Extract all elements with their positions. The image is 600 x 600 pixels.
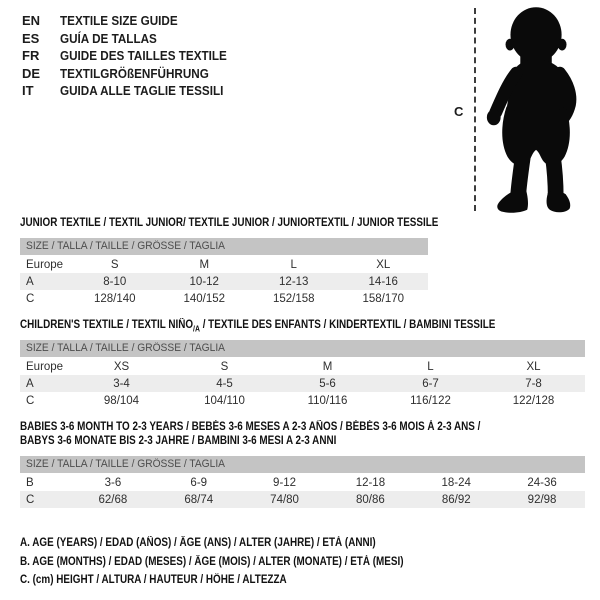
- junior-size-table: [20, 256, 428, 307]
- table-cell: 3-6: [104, 476, 122, 489]
- language-code: FR: [22, 48, 40, 64]
- table-row: [20, 474, 585, 491]
- language-label: TEXTILE SIZE GUIDE: [60, 13, 178, 28]
- row-label-cell: C: [26, 292, 35, 305]
- table-cell: S: [220, 360, 229, 373]
- table-cell: 74/80: [270, 493, 299, 506]
- children-size-table: [20, 358, 585, 409]
- row-label-cell: Europe: [26, 360, 64, 373]
- table-cell: S: [110, 258, 119, 271]
- language-code: IT: [22, 83, 34, 99]
- language-code: ES: [22, 30, 40, 46]
- table-cell: 80/86: [356, 493, 385, 506]
- table-row: [20, 491, 585, 508]
- language-row: [22, 12, 245, 30]
- table-cell: M: [199, 258, 210, 271]
- table-row: [20, 375, 585, 392]
- table-cell: 18-24: [441, 476, 471, 489]
- section-title-line2: BABYS 3-6 MONATE BIS 2-3 JAHRE / BAMBINI 3-6 MESI A 2-3 ANNI: [20, 435, 337, 447]
- language-list: [22, 12, 245, 100]
- table-cell: 3-4: [113, 377, 130, 390]
- table-cell: 158/170: [362, 292, 405, 305]
- table-cell: 116/122: [410, 394, 451, 407]
- note-age-years: A. AGE (YEARS) / EDAD (AÑOS) / ÂGE (ANS) / ALTER (JAHRE) / ETÀ (ANNI): [20, 537, 376, 549]
- row-label-cell: C: [26, 394, 35, 407]
- table-cell: 10-12: [189, 275, 219, 288]
- section-title: CHILDREN'S TEXTILE / TEXTIL $NIÑO_{/A}$ / TEXTILE DES ENFANTS / KINDERTEXTIL / BAMBINI TESSILE: [20, 319, 496, 334]
- language-row: [22, 65, 245, 83]
- table-cell: 8-10: [103, 275, 127, 288]
- table-cell: 6-7: [422, 377, 439, 390]
- language-code: EN: [22, 13, 41, 28]
- row-label-cell: A: [26, 275, 34, 288]
- table-row: [20, 256, 428, 273]
- table-cell: 110/116: [307, 394, 348, 407]
- table-cell: 62/68: [98, 493, 128, 506]
- language-row: [22, 82, 245, 100]
- table-cell: 6-9: [190, 476, 208, 489]
- language-row: [22, 47, 245, 65]
- table-cell: 5-6: [319, 377, 336, 390]
- language-label: GUÍA DE TALLAS: [60, 30, 157, 46]
- table-cell: 68/74: [184, 493, 214, 506]
- table-cell: 14-16: [368, 275, 398, 288]
- height-dashed-line: [474, 8, 476, 211]
- size-header-bar: SIZE / TALLA / TAILLE / GRÖSSE / TAGLIA: [20, 456, 585, 473]
- section-title: BABIES 3-6 MONTH TO 2-3 YEARS / BEBÉS 3-6 MESES A 2-3 AÑOS / BÉBÉS 3-6 MOIS À 2-3 ANS /: [20, 421, 481, 433]
- table-cell: L: [290, 258, 297, 271]
- table-row: [20, 392, 585, 409]
- table-cell: XL: [376, 258, 391, 271]
- row-label-cell: B: [26, 476, 34, 489]
- size-header-bar: SIZE / TALLA / TAILLE / GRÖSSE / TAGLIA: [20, 340, 585, 357]
- row-label-cell: A: [26, 377, 34, 390]
- title-subscript: /A: [193, 324, 200, 334]
- table-cell: 140/152: [183, 292, 226, 305]
- junior-textile-section: [20, 216, 439, 307]
- table-row: [20, 273, 428, 290]
- table-row: [20, 290, 428, 307]
- table-cell: 24-36: [527, 476, 557, 489]
- section-title: JUNIOR TEXTILE / TEXTIL JUNIOR/ TEXTILE JUNIOR / JUNIORTEXTIL / JUNIOR TESSILE: [20, 217, 439, 229]
- language-row: [22, 30, 245, 48]
- table-cell: XS: [113, 360, 130, 373]
- children-textile-section: [20, 318, 585, 409]
- height-measure-label: C: [454, 104, 464, 119]
- table-cell: 98/104: [103, 394, 140, 407]
- measure-figure: [452, 4, 598, 216]
- table-cell: 12-18: [355, 476, 386, 489]
- table-cell: 9-12: [273, 476, 297, 489]
- table-cell: 152/158: [272, 292, 315, 305]
- table-cell: 104/110: [204, 394, 245, 407]
- row-label-cell: C: [26, 493, 35, 506]
- table-cell: 92/98: [527, 493, 557, 506]
- toddler-silhouette-icon: [479, 4, 597, 216]
- note-height: C. (cm) HEIGHT / ALTURA / HAUTEUR / HÖHE / ALTEZZA: [20, 574, 287, 586]
- row-label-cell: Europe: [26, 258, 64, 271]
- table-cell: L: [427, 360, 434, 373]
- language-label: GUIDE DES TAILLES TEXTILE: [60, 48, 227, 64]
- table-cell: 7-8: [525, 377, 542, 390]
- size-header-bar: SIZE / TALLA / TAILLE / GRÖSSE / TAGLIA: [20, 238, 428, 255]
- table-row: [20, 358, 585, 375]
- babies-size-table: [20, 474, 585, 508]
- language-label: TEXTILGRÖßENFÜHRUNG: [60, 65, 209, 81]
- table-cell: 4-5: [216, 377, 233, 390]
- table-cell: XL: [526, 360, 541, 373]
- table-cell: M: [322, 360, 333, 373]
- table-cell: 122/128: [512, 394, 555, 407]
- table-cell: 12-13: [279, 275, 309, 288]
- table-cell: 128/140: [93, 292, 136, 305]
- babies-textile-section: [20, 420, 585, 508]
- table-cell: 86/92: [441, 493, 471, 506]
- language-label: GUIDA ALLE TAGLIE TESSILI: [60, 83, 224, 99]
- note-age-months: B. AGE (MONTHS) / EDAD (MESES) / ÂGE (MOIS) / ALTER (MONATE) / ETÀ (MESI): [20, 555, 404, 568]
- language-code: DE: [22, 65, 41, 81]
- legend-notes: [20, 534, 466, 590]
